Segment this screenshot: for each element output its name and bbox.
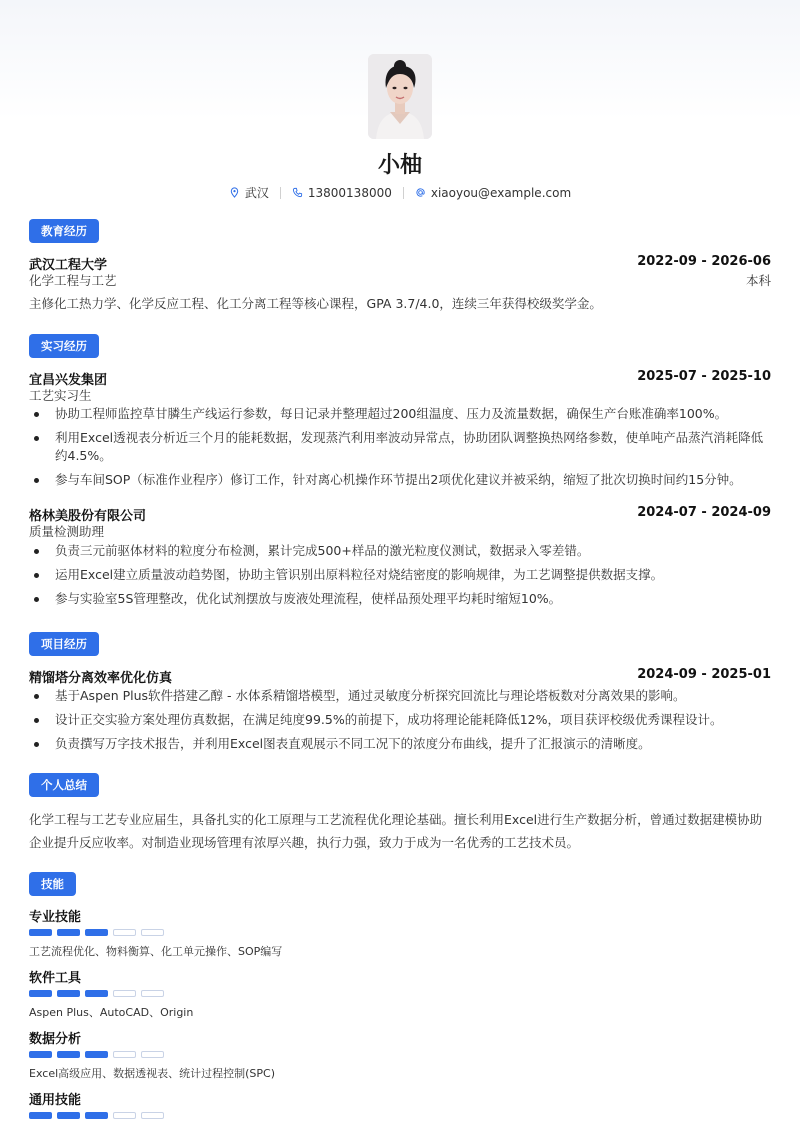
contact-email [404, 186, 582, 200]
list-item: 参与车间SOP（标准作业程序）修订工作，针对离心机操作环节提出2项优化建议并被采纳，缩短了批次切换时间约15分钟。 [29, 471, 771, 489]
internship-role [29, 522, 771, 540]
avatar-portrait [368, 54, 432, 139]
skill-level-segment [141, 990, 164, 997]
project-period: 2024-09 - 2025-01 [637, 667, 771, 682]
section-skills-badge: 技能 [29, 872, 76, 896]
skill-title: 通用技能 [29, 1093, 82, 1108]
contact-bar [0, 184, 800, 201]
skill-level-segment [29, 929, 52, 936]
skill-level-segment [113, 1112, 136, 1119]
contact-location [218, 184, 280, 201]
skill-level-bar [29, 1112, 164, 1119]
school-name: 武汉工程大学 [29, 258, 108, 273]
list-item: 利用Excel透视表分析近三个月的能耗数据，发现蒸汽利用率波动异常点，协助团队调整换热网络参数，使单吨产品蒸汽消耗降低约4.5%。 [29, 429, 771, 465]
internship-period: 2025-07 - 2025-10 [637, 369, 771, 384]
contact-phone [281, 186, 403, 200]
list-item: 设计正交实验方案处理仿真数据，在满足纯度99.5%的前提下，成功将理论能耗降低12%，项目获评校级优秀课程设计。 [29, 711, 771, 729]
skill-title: 数据分析 [29, 1032, 82, 1047]
list-item: 运用Excel建立质量波动趋势图，协助主管识别出原料粒径对烧结密度的影响规律，为工艺调整提供数据支撑。 [29, 566, 771, 584]
project-bullets [29, 687, 771, 759]
section-summary-badge: 个人总结 [29, 773, 99, 797]
skill-level-segment [57, 1112, 80, 1119]
project-header [29, 667, 771, 686]
skill-level-segment [141, 929, 164, 936]
role-title: 质量检测助理 [29, 524, 105, 539]
skill-level-bar [29, 929, 164, 936]
at-sign-icon [415, 187, 426, 198]
list-item: 负责三元前驱体材料的粒度分布检测，累计完成500+样品的激光粒度仪测试，数据录入零差错。 [29, 542, 771, 560]
skill-level-bar [29, 1051, 164, 1058]
skill-description: Aspen Plus、AutoCAD、Origin [29, 1006, 194, 1019]
skill-title: 专业技能 [29, 910, 82, 925]
skill-description: 工艺流程优化、物料衡算、化工单元操作、SOP编写 [29, 945, 283, 958]
skill-level-segment [29, 990, 52, 997]
major: 化学工程与工艺 [29, 273, 117, 288]
internship-bullets [29, 542, 771, 614]
internship-period: 2024-07 - 2024-09 [637, 505, 771, 520]
skill-level-segment [141, 1112, 164, 1119]
email-text: xiaoyou@example.com [430, 185, 572, 200]
skill-level-bar [29, 990, 164, 997]
skill-description: Excel高级应用、数据透视表、统计过程控制(SPC) [29, 1067, 276, 1080]
section-internship-badge: 实习经历 [29, 334, 99, 358]
skill-level-segment [85, 990, 108, 997]
summary-text: 化学工程与工艺专业应届生，具备扎实的化工原理与工艺流程优化理论基础。擅长利用Excel进行生产数据分析，曾通过数据建模协助企业提升反应收率。对制造业现场管理有浓厚兴趣，执行力强，致力于成为一名优秀的工艺技术员。 [29, 812, 763, 850]
skill-level-segment [85, 1112, 108, 1119]
list-item: 负责撰写万字技术报告，并利用Excel图表直观展示不同工况下的浓度分布曲线，提升了汇报演示的清晰度。 [29, 735, 771, 753]
avatar [368, 54, 432, 139]
company-name: 格林美股份有限公司 [29, 509, 147, 524]
skill-title: 软件工具 [29, 971, 82, 986]
section-education-badge: 教育经历 [29, 219, 99, 243]
phone-icon [292, 187, 303, 198]
skill-level-segment [57, 1051, 80, 1058]
internship-role [29, 386, 771, 404]
skill-level-segment [141, 1051, 164, 1058]
skill-level-segment [113, 929, 136, 936]
skill-level-segment [57, 990, 80, 997]
list-item: 参与实验室5S管理整改，优化试剂摆放与废液处理流程，使样品预处理平均耗时缩短10%。 [29, 590, 771, 608]
education-sub [29, 271, 771, 289]
list-item: 协助工程师监控草甘膦生产线运行参数，每日记录并整理超过200组温度、压力及流量数据，确保生产台账准确率100%。 [29, 405, 771, 423]
phone-text: 13800138000 [307, 185, 392, 200]
skill-level-segment [113, 1051, 136, 1058]
skill-level-segment [85, 929, 108, 936]
candidate-name: 小柚 [377, 153, 422, 178]
skill-level-segment [113, 990, 136, 997]
skill-level-segment [85, 1051, 108, 1058]
location-text: 武汉 [244, 186, 269, 200]
skill-level-segment [29, 1051, 52, 1058]
company-name: 宜昌兴发集团 [29, 373, 108, 388]
degree: 本科 [745, 273, 771, 288]
location-pin-icon [229, 187, 240, 198]
list-item: 基于Aspen Plus软件搭建乙醇 - 水体系精馏塔模型，通过灵敏度分析探究回流比与理论塔板数对分离效果的影响。 [29, 687, 771, 705]
education-period: 2022-09 - 2026-06 [637, 254, 771, 269]
role-title: 工艺实习生 [29, 388, 92, 403]
skill-level-segment [57, 929, 80, 936]
section-project-badge: 项目经历 [29, 632, 99, 656]
skill-level-segment [29, 1112, 52, 1119]
project-name: 精馏塔分离效率优化仿真 [29, 671, 173, 686]
education-description: 主修化工热力学、化学反应工程、化工分离工程等核心课程，GPA 3.7/4.0，连续三年获得校级奖学金。 [29, 296, 602, 311]
internship-bullets [29, 405, 771, 495]
